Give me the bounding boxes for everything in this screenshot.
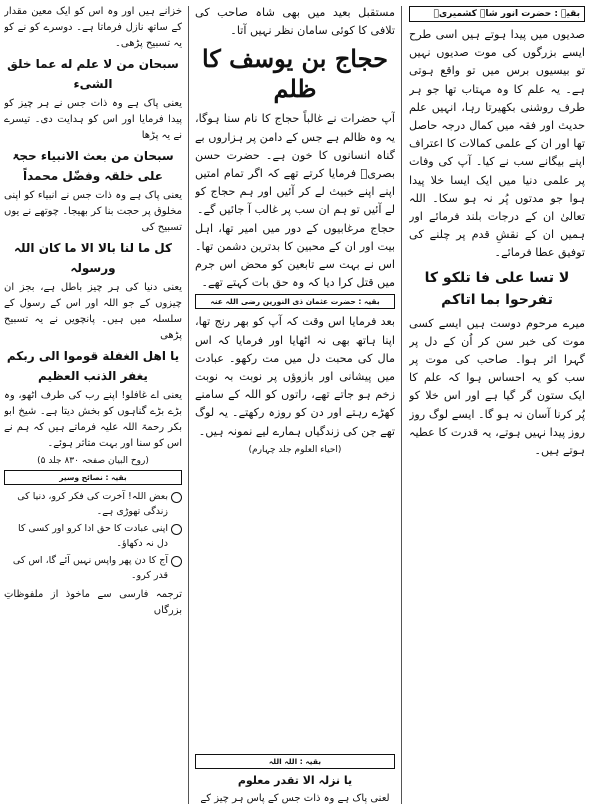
reference-citation: (روح البیان صفحہ ۸۳۰ جلد ۵) (37, 456, 149, 466)
list-item (4, 521, 182, 551)
arabic-tasbih: یا اهل الغفلة قوموا الی ربکم یغفر الذنب العظیم (6, 349, 180, 383)
section-header-box: بقیہ : اللہ اللہ (195, 754, 395, 769)
bullet-circle-icon (171, 524, 182, 535)
footer-note: ترجمہ فارسی سے ماخوذ از ملفوظاتِ بزرگاں (4, 589, 182, 616)
article-body: حجاج مرغابیوں کے دور میں امیر تھا، اہل بیت اور ان کے محبین کا بدترین دشمن تھا۔ اس نے بہت سے تابعین کو محض اس جرم میں قتل کرا دیا کہ وہ حق بات کہتے تھے۔ (195, 221, 395, 290)
footer-line: لعنی پاک ہے وہ ذات جس کے پاس ہر چیز کے (200, 793, 390, 804)
article-body: آپ حضرات نے غالباً حجاج کا نام سنا ہوگا، یہ وہ ظالم ہے جس کے دامن پر ہزاروں بے گناہ انسانوں کا خون ہے۔ حضرت حسن بصریؒ فرمایا کرتے تھے کہ اگر تمام امتیں اپنے اپنے خبیث لے کر آئیں اور ہم حجاج کو لے آئیں تو ہم ان سب پر غالب آ جائیں گے۔ (195, 112, 395, 217)
arabic-verse: یا نزلہ الا تقدر معلوم (237, 774, 353, 787)
section-header-box: بقیہ : نصائح وسیر (4, 470, 182, 485)
list-item-text: آج کا دن پھر واپس نہیں آئے گا، اس کی قدر کرو۔ (12, 555, 168, 581)
article-continuation: مستقبل بعید میں بھی شاہ صاحب کی تلافی کا کوئی سامان نظر نہیں آتا۔ (195, 6, 395, 38)
list-item (4, 553, 182, 583)
arabic-tasbih: کل ما لنا بالا الا ما کان اللہ ورسولہ (14, 241, 172, 275)
article-body: یعنی اے غافلو! اپنے رب کی طرف اٹھو، وہ بڑے بڑے گناہوں کو بخش دیتا ہے۔ شیخ ابو بکر رحمۃ اللہ علیہ فرماتے ہیں کہ ہم نے اس کو سنا اور بہت متاثر ہوئے۔ (4, 390, 182, 449)
right-column (409, 4, 585, 806)
article-body: صدیوں میں پیدا ہوتے ہیں اسی طرح ایسے بزرگوں کی موت صدیوں نہیں تو بیسیوں برس میں تو واقع ہوتی ہے۔ یہ علم کا وہ مہتاب تھا جو ہر طرف روشنی بکھیرتا رہا، انہیں علم حدیث اور فقہ میں کمال درجہ حاصل تھا اور ان کے علمی کمالات کا اعتراف اپنے بیگانے سب نے کیا۔ آپ کی وفات پر علمی دنیا میں ایک ایسا خلا پیدا ہوا جو مدتوں پُر نہ ہو سکا۔ اللہ تعالیٰ ان کے درجات بلند فرمائے اور ہمیں ان کے نقشِ قدم پر چلنے کی توفیق عطا فرمائے۔ (409, 28, 585, 260)
article-title: حجاج بن یوسف کا ظلم (202, 44, 388, 104)
arabic-tasbih: سبحان من بعث الانبیاء حجۃ علی خلقہ وفضّل محمداً (12, 149, 174, 183)
column-divider (188, 6, 189, 804)
bullet-circle-icon (171, 556, 182, 567)
list-item-text: اپنی عبادت کا حق ادا کرو اور کسی کا دل نہ دکھاؤ۔ (17, 523, 168, 549)
list-item (4, 489, 182, 519)
arabic-verse: لا تسا علی فا تلکو کا تفرحوا بما اتاکم (424, 269, 570, 308)
arabic-tasbih: سبحان من لا علم له عما خلق الشیء (7, 57, 179, 91)
section-header-box: بقیہ : حضرت عثمان ذی النورین رضی اللہ عنہ (195, 294, 395, 309)
article-body: یعنی دنیا کی ہر چیز باطل ہے، بجز ان چیزوں کے جو اللہ اور اس کے رسول کے سلسلہ میں ہیں۔ پانچویں نے یہ تسبیح پڑھی (4, 282, 182, 341)
article-body: میرے مرحوم دوست ہیں ایسے کسی موت کی خبر سن کر اُن کے دل پر گہرا اثر ہوا۔ صاحب کی موت پر سب کو یہ احساس ہوا کہ علم کا ایک ستون گر گیا ہے اور اس خلا کو پُر کرنا آسان نہ ہو گا۔ ایسے لوگ روز روز پیدا نہیں ہوتے، یہ قدرت کا عطیہ ہوتے ہیں۔ (409, 316, 585, 458)
section-footer (195, 752, 395, 806)
article-body: بعد فرمایا اس وقت کہ آپ کو بھر رنج تھا، اپنا ہاتھ بھی نہ اٹھایا اور فرمایا کہ اس مال کی محبت دل میں مت رکھو۔ عبادت میں پیشانی اور بازوؤں پر نوبت بہ نوبت زخم ہو جاتے تھے، راتوں کو اللہ کے سامنے کھڑے رہتے اور دن کو روزہ رکھتے۔ یہ لوگ تھے جن کی زندگیاں ہمارے لیے نمونہ ہیں۔ (195, 315, 395, 438)
reference-citation: (احیاء العلوم جلد چہارم) (248, 444, 342, 455)
list-item-text: بعض اللہ! آخرت کی فکر کرو، دنیا کی زندگی تھوڑی ہے۔ (17, 491, 168, 517)
bullet-circle-icon (171, 492, 182, 503)
middle-column (195, 4, 395, 806)
article-body: یعنی پاک ہے وہ ذات جس نے انبیاء کو اپنی مخلوق پر حجت بنا کر بھیجا۔ چوتھے نے یوں تسبیح کی (4, 190, 182, 233)
article-continuation: خزانے ہیں اور وہ اس کو ایک معین مقدار کے ساتھ نازل فرماتا ہے۔ دوسرے کو نے کو یہ تسبیح پڑھی۔ (4, 6, 182, 49)
column-divider (401, 6, 402, 804)
article-body: یعنی پاک ہے وہ ذات جس نے ہر چیز کو پیدا فرمایا اور اس کو ہدایت دی۔ تیسرے نے یہ پڑھا (4, 98, 182, 141)
left-column (4, 4, 182, 806)
section-header-box: بقیہ : حضرت انور شاہ کشمیریؒ (409, 6, 585, 22)
